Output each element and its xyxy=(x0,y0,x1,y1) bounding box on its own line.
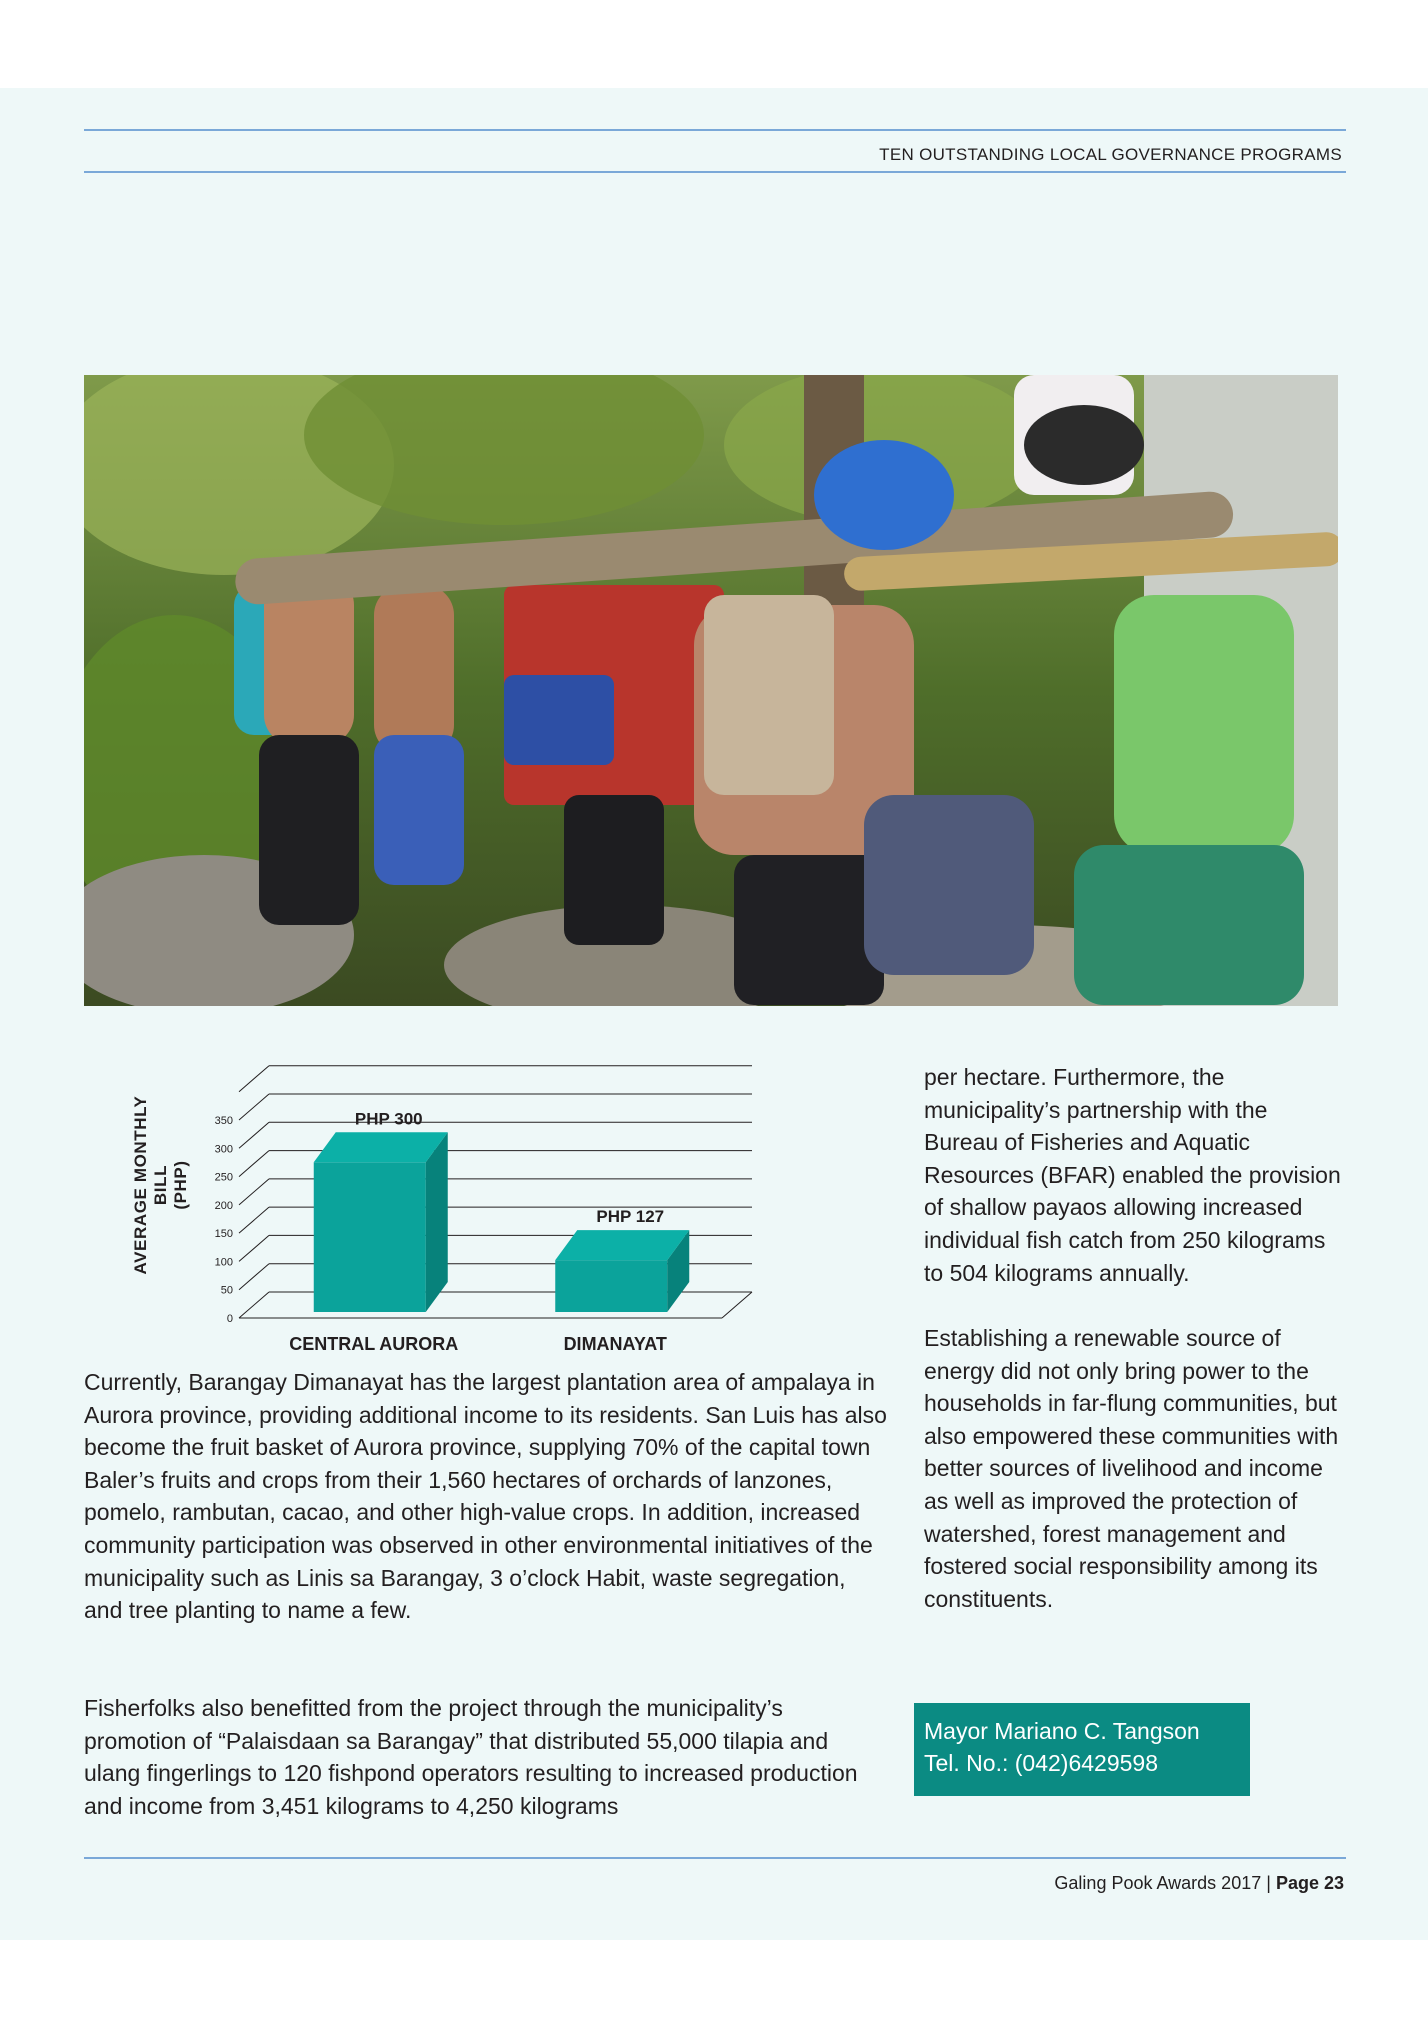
right-column-2 xyxy=(924,1322,1344,1615)
contact-name: Mayor Mariano C. Tangson xyxy=(924,1718,1200,1744)
bar-2-value-label: PHP 127 xyxy=(596,1207,665,1227)
grid-depth-line xyxy=(239,1151,269,1177)
grid-depth-line xyxy=(239,1094,269,1120)
average-monthly-bill-chart xyxy=(84,1040,774,1360)
y-tick-label: 50 xyxy=(220,1284,233,1297)
chart-plot xyxy=(84,1040,774,1360)
grid-depth-line xyxy=(239,1235,269,1261)
photo-men-carrying-turbine xyxy=(84,375,1338,1006)
right-paragraph-2: Establishing a renewable source of energy did not only bring power to the households in far-flung communities, but also empowered these communities with better sources of livelihood and income as well as improved the protection of watershed, forest management and fostered social responsibility among its constituents. xyxy=(924,1325,1339,1612)
chart-ylabel-line1: AVERAGE MONTHLY BILL xyxy=(131,1095,170,1275)
y-tick-label: 300 xyxy=(214,1143,233,1156)
bar-1-value-label: PHP 300 xyxy=(354,1109,423,1129)
left-paragraph-2: Fisherfolks also benefitted from the project through the municipality’s promotion of “Palaisdaan sa Barangay” that distributed 55,000 tilapia and ulang fingerlings to 120 fishpond operators resulting to increased production and income from 3,451 kilograms to 4,250 kilograms xyxy=(84,1695,858,1819)
footer-page-number: Page 23 xyxy=(1275,1873,1344,1893)
right-column xyxy=(924,1061,1344,1289)
grid-depth-line xyxy=(239,1179,269,1205)
y-tick-label: 200 xyxy=(214,1199,233,1212)
right-paragraph-1: per hectare. Furthermore, the municipality’s partnership with the Bureau of Fisheries and Aquatic Resources (BFAR) enabled the provision of shallow payaos allowing increased individual fish catch from 250 kilograms to 504 kilograms annually. xyxy=(924,1064,1341,1286)
chart-ylabel-line2: (PHP) xyxy=(171,1160,190,1210)
grid-depth-line xyxy=(239,1207,269,1233)
left-paragraph-1: Currently, Barangay Dimanayat has the largest plantation area of ampalaya in Aurora province, providing additional income to its residents. San Luis has also become the fruit basket of Aurora province, supplying 70% of the capital town Baler’s fruits and crops from their 1,560 hectares of orchards of lanzones, pomelo, rambutan, cacao, and other high-value crops. In addition, increased community participation was observed in other environmental initiatives of the municipality such as Linis sa Barangay, 3 o’clock Habit, waste segregation, and tree planting to name a few. xyxy=(84,1369,887,1624)
page-background xyxy=(0,88,1428,1940)
bar-2-top xyxy=(555,1230,689,1260)
bar-1-top xyxy=(314,1132,448,1162)
floor-right-edge xyxy=(722,1292,752,1318)
header-rule-top xyxy=(84,129,1346,131)
y-tick-label: 350 xyxy=(214,1115,233,1127)
header-rule-bottom xyxy=(84,171,1346,173)
grid-depth-line xyxy=(239,1292,269,1318)
footer-separator: | xyxy=(1266,1873,1271,1893)
category-label-1: CENTRAL AURORA xyxy=(289,1334,459,1354)
grid-depth-line xyxy=(239,1122,269,1148)
y-tick-label: 0 xyxy=(226,1313,233,1325)
bar-1 xyxy=(314,1162,426,1312)
bar-2 xyxy=(555,1260,667,1312)
left-column-2 xyxy=(84,1692,890,1822)
grid-depth-line xyxy=(239,1066,269,1092)
y-tick-label: 250 xyxy=(214,1171,233,1184)
photo-illustration xyxy=(84,375,1338,1006)
contact-phone: Tel. No.: (042)6429598 xyxy=(924,1750,1158,1776)
contact-box xyxy=(914,1703,1250,1796)
header-title: TEN OUTSTANDING LOCAL GOVERNANCE PROGRAMS xyxy=(879,145,1342,164)
footer-publication: Galing Pook Awards 2017 xyxy=(1054,1873,1262,1893)
bar-1-side xyxy=(426,1132,448,1312)
category-label-2: DIMANAYAT xyxy=(563,1334,667,1354)
y-tick-label: 100 xyxy=(214,1256,233,1269)
grid-depth-line xyxy=(239,1264,269,1290)
footer xyxy=(1054,1873,1344,1894)
y-tick-label: 150 xyxy=(214,1228,233,1241)
left-column xyxy=(84,1366,890,1627)
footer-rule xyxy=(84,1857,1346,1859)
